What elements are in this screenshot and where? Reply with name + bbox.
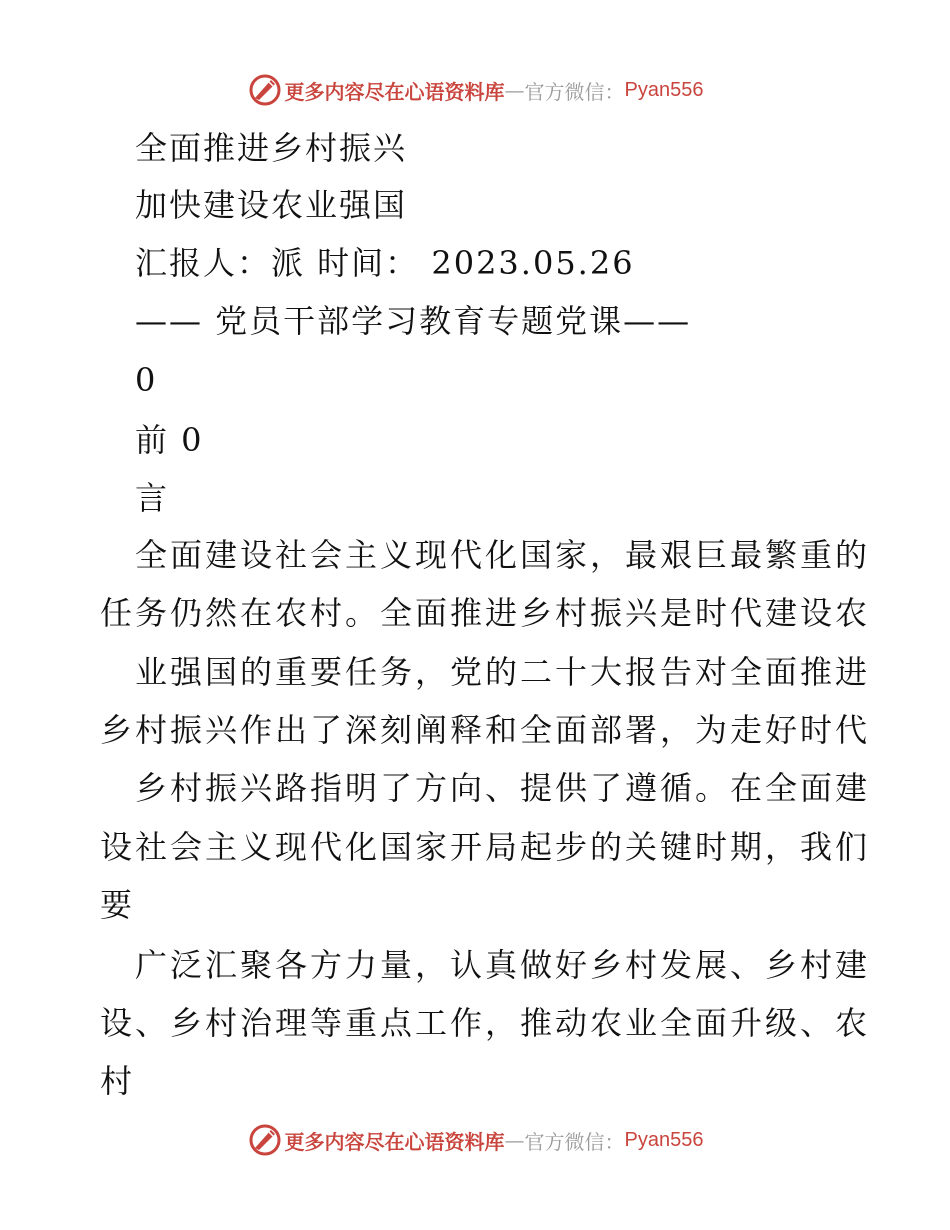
body-line: 乡村振兴路指明了方向、提供了遵循。在全面建 xyxy=(135,769,871,807)
course-line: —— 党员干部学习教育专题党课—— xyxy=(135,302,692,340)
watermark-dash: — xyxy=(504,1128,525,1152)
watermark-footer xyxy=(0,1120,950,1160)
section-heading-part2: 言 xyxy=(135,479,170,517)
body-line: 设、乡村治理等重点工作，推动农业全面升级、农 xyxy=(100,1004,871,1042)
body-line: 广泛汇聚各方力量，认真做好乡村发展、乡村建 xyxy=(135,946,871,984)
watermark-wechat-label: 官方微信： xyxy=(524,79,625,104)
quill-logo-icon xyxy=(247,1122,283,1158)
reporter-line: 汇报人：派 时间： 2023.05.26 xyxy=(135,244,635,282)
section-heading-part1: 前 0 xyxy=(135,421,204,459)
watermark-site-text: 更多内容尽在心语资料库 xyxy=(284,79,505,104)
body-line: 设社会主义现代化国家开局起步的关键时期，我们 xyxy=(100,828,871,866)
watermark-header xyxy=(0,70,950,110)
watermark-site-text: 更多内容尽在心语资料库 xyxy=(284,1129,505,1154)
body-line: 要 xyxy=(100,886,136,924)
watermark-wechat-id: Pyan556 xyxy=(624,78,704,101)
body-line: 乡村振兴作出了深刻阐释和全面部署，为走好时代 xyxy=(100,711,871,749)
body-line: 业强国的重要任务，党的二十大报告对全面推进 xyxy=(135,653,871,691)
title-line-1: 全面推进乡村振兴 xyxy=(135,129,408,167)
body-line: 任务仍然在农村。全面推进乡村振兴是时代建设农 xyxy=(100,594,871,632)
watermark-dash: — xyxy=(504,78,525,102)
quill-logo-icon xyxy=(247,72,283,108)
watermark-wechat-label: 官方微信： xyxy=(524,1129,625,1154)
body-line: 村 xyxy=(100,1062,136,1100)
section-number: 0 xyxy=(135,361,158,399)
title-line-2: 加快建设农业强国 xyxy=(135,186,408,224)
body-line: 全面建设社会主义现代化国家，最艰巨最繁重的 xyxy=(135,536,871,574)
watermark-wechat-id: Pyan556 xyxy=(624,1128,704,1151)
